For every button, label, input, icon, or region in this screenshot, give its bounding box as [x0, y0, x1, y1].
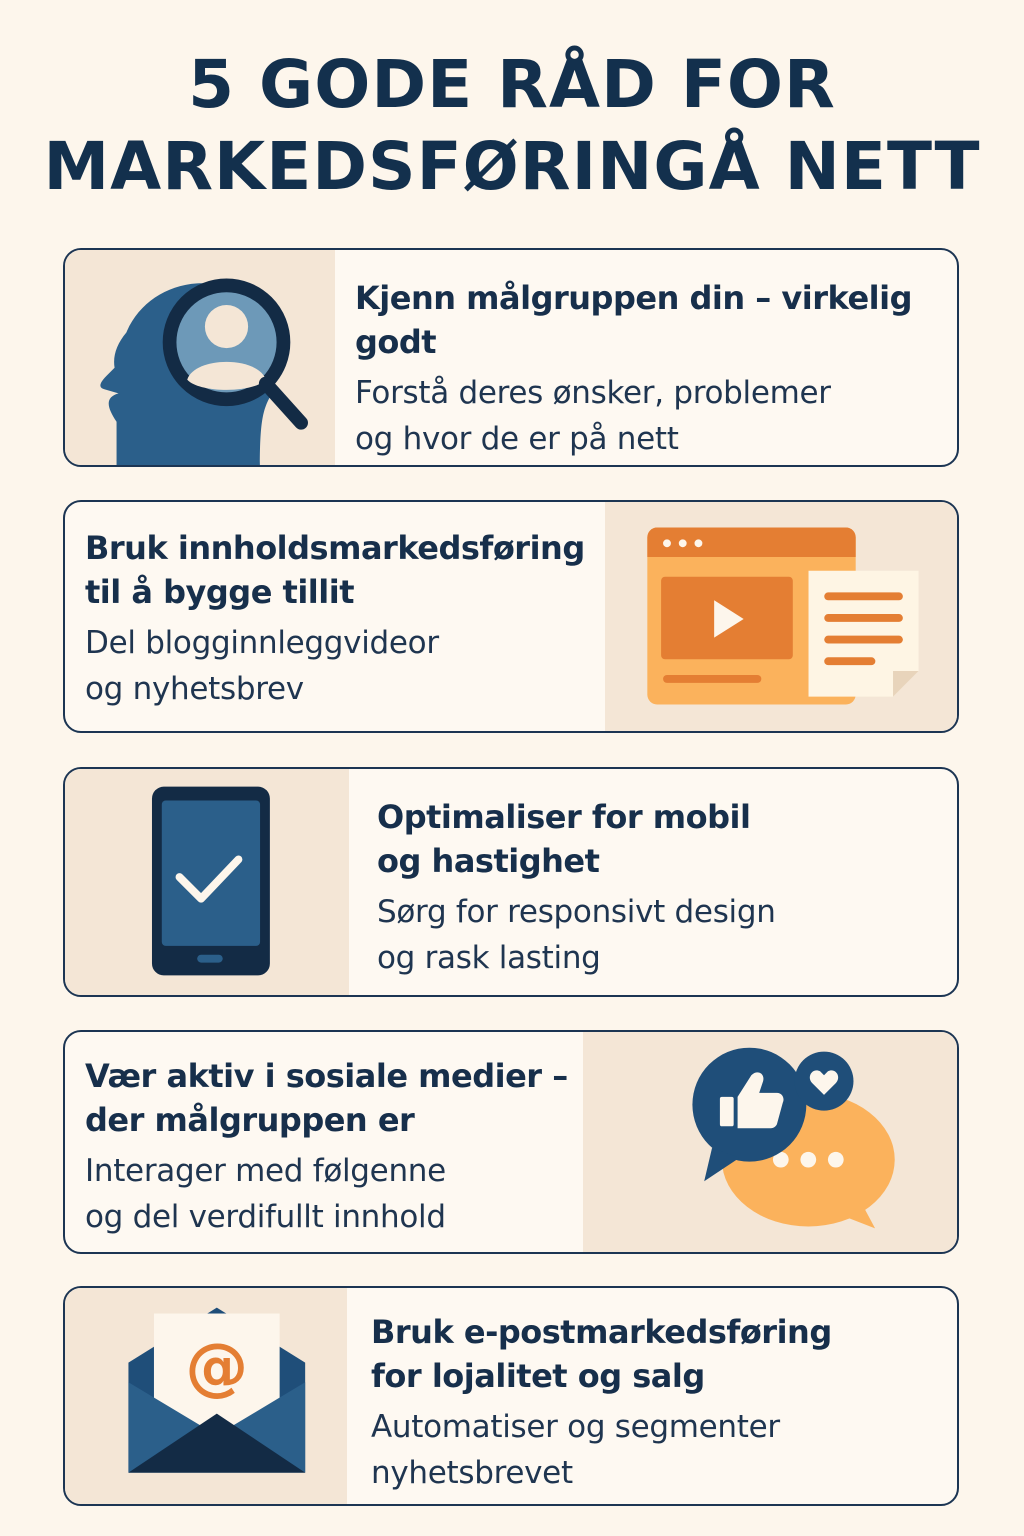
tip-card-3 [63, 767, 959, 997]
tip-card-2 [63, 500, 959, 733]
title-line-2: MARKEDSFØRINGÅ NETT [43, 128, 981, 205]
icon-panel [65, 250, 335, 465]
tip-description: Forstå deres ønsker, problemer og hvor de er på nett [355, 375, 831, 457]
tip-heading: Optimaliser for mobil og hastighet [377, 798, 751, 880]
tip-card-1 [63, 248, 959, 467]
tip-heading: Vær aktiv i sosiale medier – der målgruppen er [85, 1057, 568, 1139]
tip-description: Del blogginnleggvideor og nyhetsbrev [85, 625, 439, 707]
title-line-1: 5 GODE RÅD FOR [188, 46, 836, 123]
head-magnifier-icon [65, 250, 335, 465]
tip-description: Automatiser og segmenter nyhetsbrevet [371, 1409, 780, 1491]
video-document-icon [605, 502, 957, 731]
tip-description: Sørg for responsivt design og rask lasting [377, 894, 776, 976]
icon-panel [583, 1032, 957, 1252]
email-envelope-icon [65, 1288, 347, 1504]
icon-panel [65, 1288, 347, 1504]
phone-checkmark-icon [65, 769, 349, 995]
tip-heading: Bruk e-postmarkedsføring for lojalitet og salg [371, 1313, 832, 1395]
page-title [0, 44, 1024, 208]
social-chat-bubbles-icon [583, 1032, 957, 1252]
tip-description: Interager med følgenne og del verdifullt innhold [85, 1153, 446, 1235]
tip-heading: Kjenn målgruppen din – virkelig godt [355, 279, 912, 361]
tip-card-4 [63, 1030, 959, 1254]
tip-card-5 [63, 1286, 959, 1506]
svg-text:@: @ [185, 1330, 249, 1404]
icon-panel [65, 769, 349, 995]
tip-heading: Bruk innholdsmarkedsføring til å bygge tillit [85, 529, 585, 611]
icon-panel [605, 502, 957, 731]
